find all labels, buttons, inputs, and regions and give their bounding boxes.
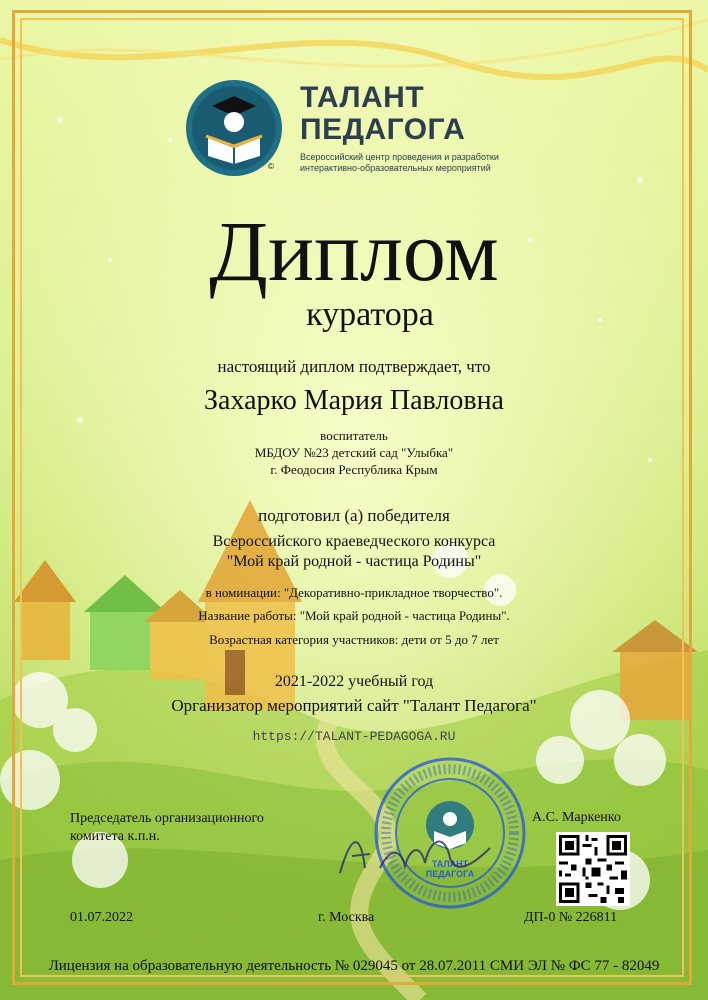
chairman-signature-block	[70, 810, 330, 846]
chairman-title-line2: комитета к.п.н.	[70, 829, 160, 844]
age-category-text: Возрастная категория участников: дети от 5 до 7 лет	[209, 632, 499, 647]
diploma-title: Диплом	[209, 203, 499, 299]
logo-subtitle-line2: интерактивно-образовательных мероприятий	[300, 163, 491, 173]
logo-name-line1: ТАЛАНТ	[300, 81, 425, 114]
site-link[interactable]: https://TALANT-PEDAGOGA.RU	[252, 729, 456, 744]
recipient-city: г. Феодосия Республика Крым	[270, 462, 438, 477]
contest-name-line2: "Мой край родной - частица Родины"	[226, 553, 482, 570]
qr-code[interactable]	[556, 832, 630, 906]
copyright-mark: ©	[268, 162, 274, 171]
issue-place: г. Москва	[318, 910, 375, 925]
logo-name	[300, 82, 465, 146]
recipient-position: воспитатель	[320, 428, 388, 443]
logo-subtitle-line1: Всероссийский центр проведения и разработки	[300, 152, 499, 162]
document-number: ДП-0 № 226811	[524, 910, 618, 925]
school-year: 2021-2022 учебный год	[274, 673, 434, 690]
logo-name-line2: ПЕДАГОГА	[300, 113, 466, 146]
recipient-name: Захарко Мария Павловна	[204, 385, 504, 416]
stamp-label-2: ПЕДАГОГА	[425, 869, 475, 879]
affirm-text: настоящий диплом подтверждает, что	[217, 357, 491, 376]
prepared-text: подготовил (а) победителя	[258, 506, 450, 525]
diploma-subtitle: куратора	[306, 296, 434, 333]
work-name-text: Название работы: "Мой край родной - частица Родины".	[198, 608, 510, 623]
license-text: Лицензия на образовательную деятельность № 029045 от 28.07.2011 СМИ ЭЛ № ФС 77 - 82049	[48, 958, 660, 974]
contest-name-line1: Всероссийского краеведческого конкурса	[212, 533, 496, 550]
issue-date: 01.07.2022	[70, 910, 133, 925]
chairman-title-line1: Председатель организационного	[70, 811, 264, 826]
signer-name: А.С. Маркенко	[532, 810, 621, 825]
stamp-label: ТАЛАНТ	[431, 859, 469, 869]
logo-subtitle	[300, 152, 550, 174]
recipient-organization: МБДОУ №23 детский сад "Улыбка"	[254, 445, 454, 460]
organizer-text: Организатор мероприятий сайт "Талант Педагога"	[171, 696, 537, 715]
nomination-text: в номинации: "Декоративно-прикладное творчество".	[205, 585, 503, 600]
handwritten-signature	[330, 818, 500, 888]
